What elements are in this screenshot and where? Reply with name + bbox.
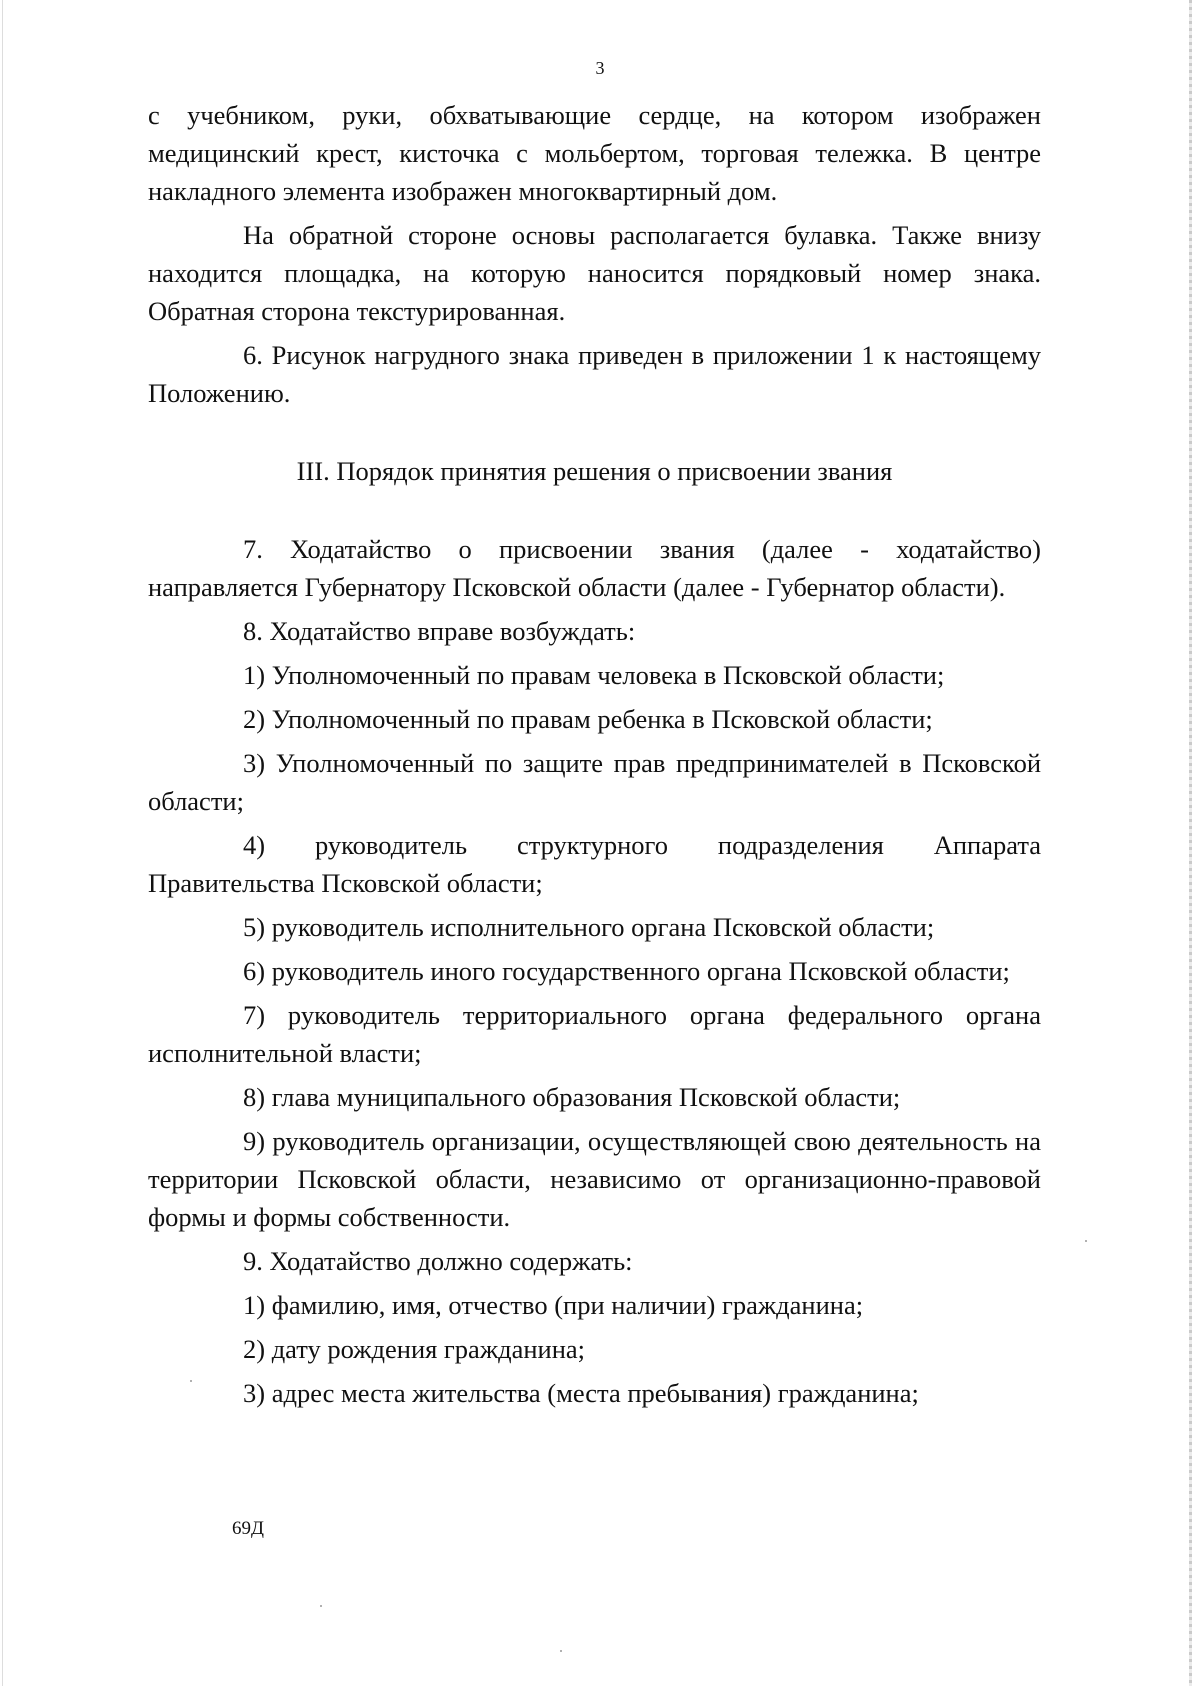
document-code: 69Д xyxy=(232,1518,264,1539)
document-body xyxy=(148,96,1041,1412)
list-item-8-2: 2) Уполномоченный по правам ребенка в Псковской области; xyxy=(243,704,933,734)
scan-speck xyxy=(560,1650,562,1652)
scan-speck xyxy=(1085,1240,1087,1242)
list-item-8-7: 7) руководитель территориального органа федерального органа исполнительной власти; xyxy=(148,1000,1041,1068)
paragraph-continuation: с учебником, руки, обхватывающие сердце, на котором изображен медицинский крест, кисточка с мольбертом, торговая тележка. В центре накладного элемента изображен многоквартирный дом. xyxy=(148,100,1041,206)
paragraph-item-7: 7. Ходатайство о присвоении звания (далее - ходатайство) направляется Губернатору Псковской области (далее - Губернатор области). xyxy=(148,534,1041,602)
list-item-8-9: 9) руководитель организации, осуществляющей свою деятельность на территории Псковской области, независимо от организационно-правовой формы и формы собственности. xyxy=(148,1126,1041,1232)
list-item-9-3: 3) адрес места жительства (места пребывания) гражданина; xyxy=(243,1378,919,1408)
paragraph-reverse-side: На обратной стороне основы располагается булавка. Также внизу находится площадка, на которую наносится порядковый номер знака. Обратная сторона текстурированная. xyxy=(148,220,1041,326)
list-item-8-6: 6) руководитель иного государственного органа Псковской области; xyxy=(243,956,1010,986)
paragraph-item-9: 9. Ходатайство должно содержать: xyxy=(243,1246,633,1276)
page-number: 3 xyxy=(595,58,605,78)
list-item-8-5: 5) руководитель исполнительного органа Псковской области; xyxy=(243,912,935,942)
list-item-8-4: 4) руководитель структурного подразделения Аппарата Правительства Псковской области; xyxy=(148,830,1041,898)
scan-speck xyxy=(190,1380,192,1382)
scan-left-edge xyxy=(2,0,3,1686)
paragraph-item-8: 8. Ходатайство вправе возбуждать: xyxy=(243,616,636,646)
paragraph-item-6: 6. Рисунок нагрудного знака приведен в приложении 1 к настоящему Положению. xyxy=(148,340,1041,408)
list-item-8-1: 1) Уполномоченный по правам человека в Псковской области; xyxy=(243,660,945,690)
list-item-8-8: 8) глава муниципального образования Псковской области; xyxy=(243,1082,901,1112)
list-item-8-3: 3) Уполномоченный по защите прав предпринимателей в Псковской области; xyxy=(148,748,1041,816)
scan-right-edge xyxy=(1189,0,1192,1686)
scan-speck xyxy=(320,1605,322,1607)
list-item-9-1: 1) фамилию, имя, отчество (при наличии) гражданина; xyxy=(243,1290,864,1320)
section-heading: III. Порядок принятия решения о присвоении звания xyxy=(296,456,893,486)
list-item-9-2: 2) дату рождения гражданина; xyxy=(243,1334,586,1364)
